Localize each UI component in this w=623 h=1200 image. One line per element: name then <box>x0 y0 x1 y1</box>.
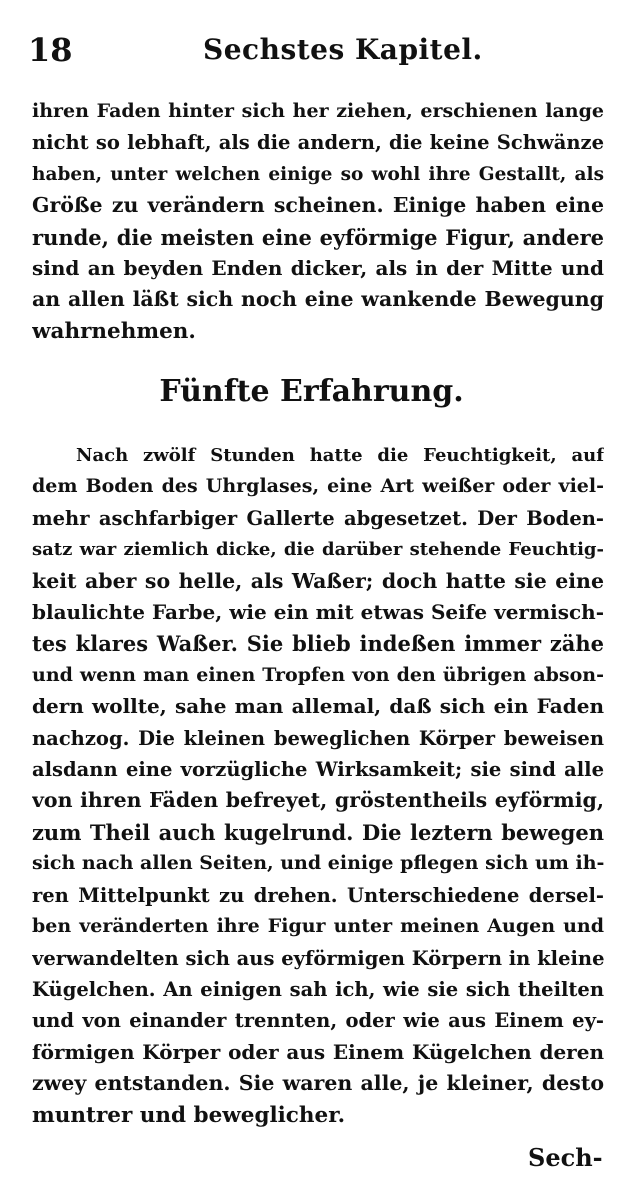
page-header <box>28 28 600 72</box>
text-line: tes klares Waßer. Sie blieb indeßen immer zähe <box>32 631 604 657</box>
text-line: satz war ziemlich dicke, die darüber stehende Feuchtig- <box>32 539 604 561</box>
text-line: ben veränderten ihre Figur unter meinen Augen und <box>32 915 604 938</box>
text-line: Nach zwölf Stunden hatte die Feuchtigkeit, auf <box>76 445 604 466</box>
section-heading: Fünfte Erfahrung. <box>159 374 464 409</box>
text-line: muntrer und beweglicher. <box>32 1102 346 1128</box>
text-line: dern wollte, sahe man allemal, daß sich ein Faden <box>32 694 604 719</box>
text-line: ihren Faden hinter sich her ziehen, erschienen lange <box>32 100 604 122</box>
page-number: 18 <box>28 31 73 69</box>
text-line: runde, die meisten eine eyförmige Figur, andere <box>32 224 604 250</box>
text-line: haben, unter welchen einige so wohl ihre Gestallt, als <box>32 163 604 185</box>
paragraph-1 <box>32 96 604 347</box>
text-line: alsdann eine vorzügliche Wirksamkeit; sie sind alle <box>32 758 604 782</box>
text-line: ren Mittelpunkt zu drehen. Unterschiedene dersel- <box>32 883 604 907</box>
text-line: mehr aschfarbiger Gallerte abgesetzet. Der Boden- <box>32 506 604 530</box>
text-line: Größe zu verändern scheinen. Einige haben eine <box>32 193 604 218</box>
text-line: keit aber so helle, als Waßer; doch hatte sie eine <box>32 568 604 593</box>
text-line: verwandelten sich aus eyförmigen Körpern in kleine <box>32 946 604 970</box>
catchword: Sech- <box>528 1143 603 1172</box>
text-line: förmigen Körper oder aus Einem Kügelchen deren <box>32 1039 604 1064</box>
text-line: nicht so lebhaft, als die andern, die keine Schwänze <box>32 131 604 155</box>
paragraph-2 <box>32 440 604 1131</box>
text-line: sich nach allen Seiten, und einige pflegen sich um ih- <box>32 852 604 875</box>
text-line: an allen läßt sich noch eine wankende Bewegung <box>32 287 604 312</box>
running-head: Sechstes Kapitel. <box>203 33 483 66</box>
text-line: von ihren Fäden befreyet, gröstentheils eyförmig, <box>32 788 604 813</box>
text-line: dem Boden des Uhrglases, eine Art weißer oder viel- <box>32 475 604 498</box>
text-line: und von einander trennten, oder wie aus Einem ey- <box>32 1009 604 1033</box>
text-line: nachzog. Die kleinen beweglichen Körper beweisen <box>32 726 604 750</box>
text-line: blaulichte Farbe, wie ein mit etwas Seife vermisch- <box>32 600 604 625</box>
text-line: sind an beyden Enden dicker, als in der Mitte und <box>32 256 604 281</box>
text-line: und wenn man einen Tropfen von den übrigen abson- <box>32 663 604 686</box>
text-line: Kügelchen. An einigen sah ich, wie sie sich theilten <box>32 977 604 1001</box>
text-line: zum Theil auch kugelrund. Die leztern bewegen <box>32 819 604 845</box>
text-line: wahrnehmen. <box>32 318 196 344</box>
text-line: zwey entstanden. Sie waren alle, je kleiner, desto <box>32 1071 604 1096</box>
